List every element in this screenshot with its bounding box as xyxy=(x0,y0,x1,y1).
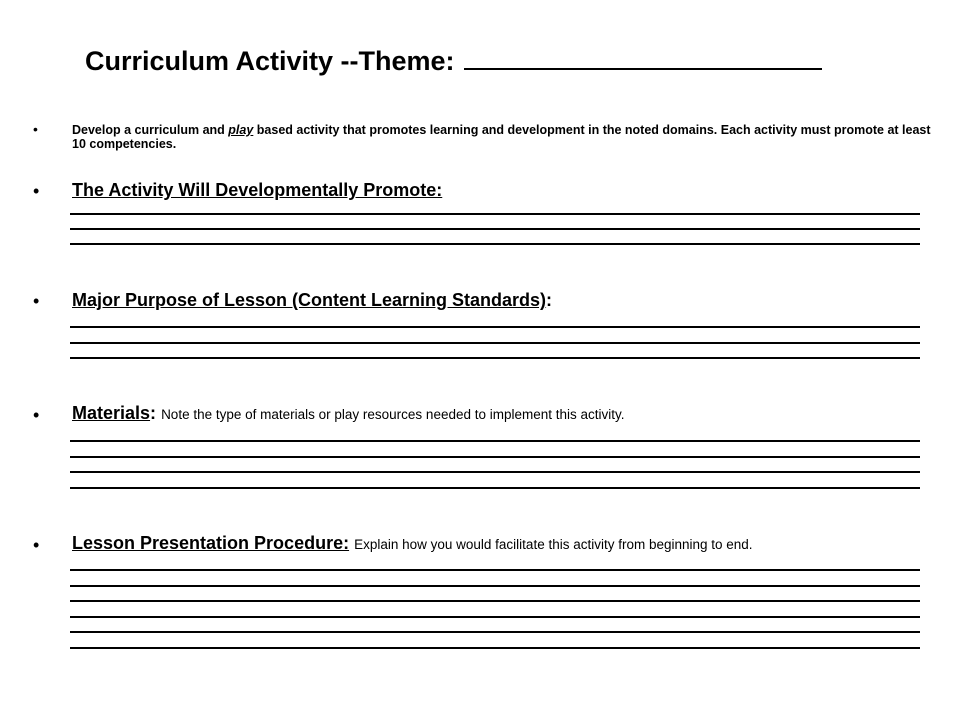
section-major-purpose: Major Purpose of Lesson (Content Learning Standards): xyxy=(72,290,553,310)
answer-line[interactable] xyxy=(70,647,920,649)
answer-line[interactable] xyxy=(70,213,920,215)
bullet-section-2: • xyxy=(33,291,40,311)
bullet-section-3: • xyxy=(33,405,40,425)
theme-blank-line[interactable] xyxy=(464,42,822,70)
answer-line[interactable] xyxy=(70,243,920,245)
section-heading: Lesson Presentation Procedure: xyxy=(72,533,350,553)
section-developmental-promote xyxy=(72,180,442,201)
answer-line[interactable] xyxy=(70,487,920,489)
answer-line[interactable] xyxy=(70,342,920,344)
section-heading: Major Purpose of Lesson (Content Learning Standards) xyxy=(72,290,547,310)
section-note: Explain how you would facilitate this activity from beginning to end. xyxy=(354,537,753,552)
answer-line[interactable] xyxy=(70,600,920,602)
page-title xyxy=(85,42,822,77)
answer-line[interactable] xyxy=(70,440,920,442)
section-heading: Materials xyxy=(72,403,151,423)
answer-line[interactable] xyxy=(70,326,920,328)
bullet-section-4: • xyxy=(33,535,40,555)
answer-line[interactable] xyxy=(70,616,920,618)
answer-line[interactable] xyxy=(70,456,920,458)
answer-line[interactable] xyxy=(70,228,920,230)
bullet-section-1: • xyxy=(33,181,40,201)
bullet-intro: • xyxy=(33,121,38,137)
section-procedure xyxy=(72,533,753,554)
answer-line[interactable] xyxy=(70,569,920,571)
intro-instructions: Develop a curriculum and play based activity that promotes learning and development in the noted domains. Each activity must promote at least 10 competencies. xyxy=(72,123,931,151)
page-title-text: Curriculum Activity --Theme: xyxy=(85,46,455,76)
answer-line[interactable] xyxy=(70,585,920,587)
section-materials: Materials: Note the type of materials or play resources needed to implement this activity. xyxy=(72,403,625,423)
section-heading: The Activity Will Developmentally Promote: xyxy=(72,180,443,200)
answer-line[interactable] xyxy=(70,631,920,633)
answer-line[interactable] xyxy=(70,357,920,359)
section-note: Note the type of materials or play resources needed to implement this activity. xyxy=(161,407,625,422)
play-emphasis: play xyxy=(228,123,254,137)
answer-line[interactable] xyxy=(70,471,920,473)
